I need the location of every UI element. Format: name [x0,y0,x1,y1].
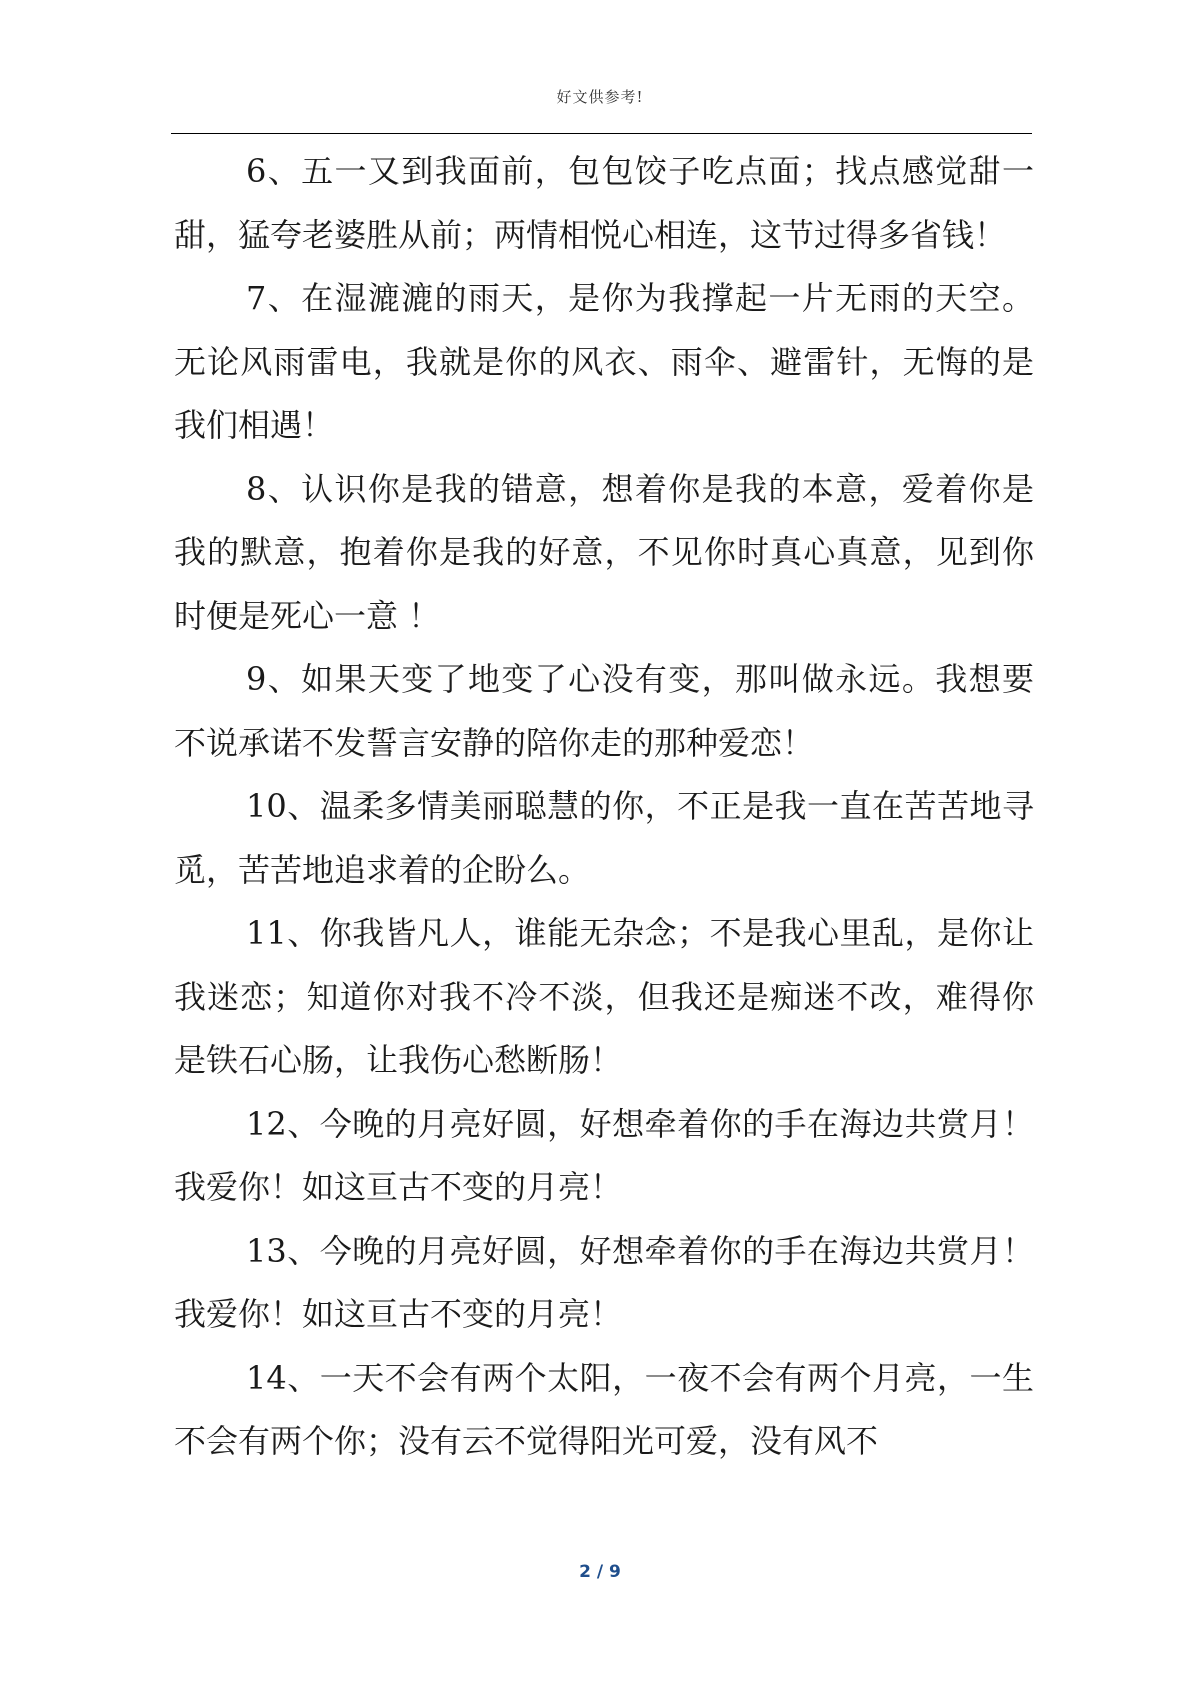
page-number: 2 / 9 [579,1562,621,1582]
paragraph-9: 9、如果天变了地变了心没有变，那叫做永远。我想要不说承诺不发誓言安静的陪你走的那种爱恋！ [174,660,1034,762]
page-header: 好文供参考! [556,88,644,106]
paragraph-6: 6、五一又到我面前，包包饺子吃点面；找点感觉甜一甜，猛夸老婆胜从前；两情相悦心相连，这节过得多省钱！ [174,152,1034,254]
paragraph-10: 10、温柔多情美丽聪慧的你，不正是我一直在苦苦地寻觅，苦苦地追求着的企盼么。 [174,787,1034,889]
paragraph-12: 12、今晚的月亮好圆，好想牵着你的手在海边共赏月！我爱你！如这亘古不变的月亮！ [174,1104,1034,1206]
paragraph-11: 11、你我皆凡人，谁能无杂念；不是我心里乱，是你让我迷恋；知道你对我不冷不淡，但我还是痴迷不改，难得你是铁石心肠，让我伤心愁断肠！ [174,914,1034,1079]
paragraph-13: 13、今晚的月亮好圆，好想牵着你的手在海边共赏月！我爱你！如这亘古不变的月亮！ [174,1231,1034,1333]
paragraph-8: 8、认识你是我的错意，想着你是我的本意，爱着你是我的默意，抱着你是我的好意，不见你时真心真意，见到你时便是死心一意 ！ [174,469,1034,635]
paragraph-7: 7、在湿漉漉的雨天，是你为我撑起一片无雨的天空。无论风雨雷电，我就是你的风衣、雨伞、避雷针，无悔的是我们相遇！ [174,279,1034,444]
paragraph-14: 14、一天不会有两个太阳，一夜不会有两个月亮，一生不会有两个你；没有云不觉得阳光可爱，没有风不 [174,1358,1034,1460]
header-divider [171,133,1032,134]
document-body [174,140,1034,1474]
